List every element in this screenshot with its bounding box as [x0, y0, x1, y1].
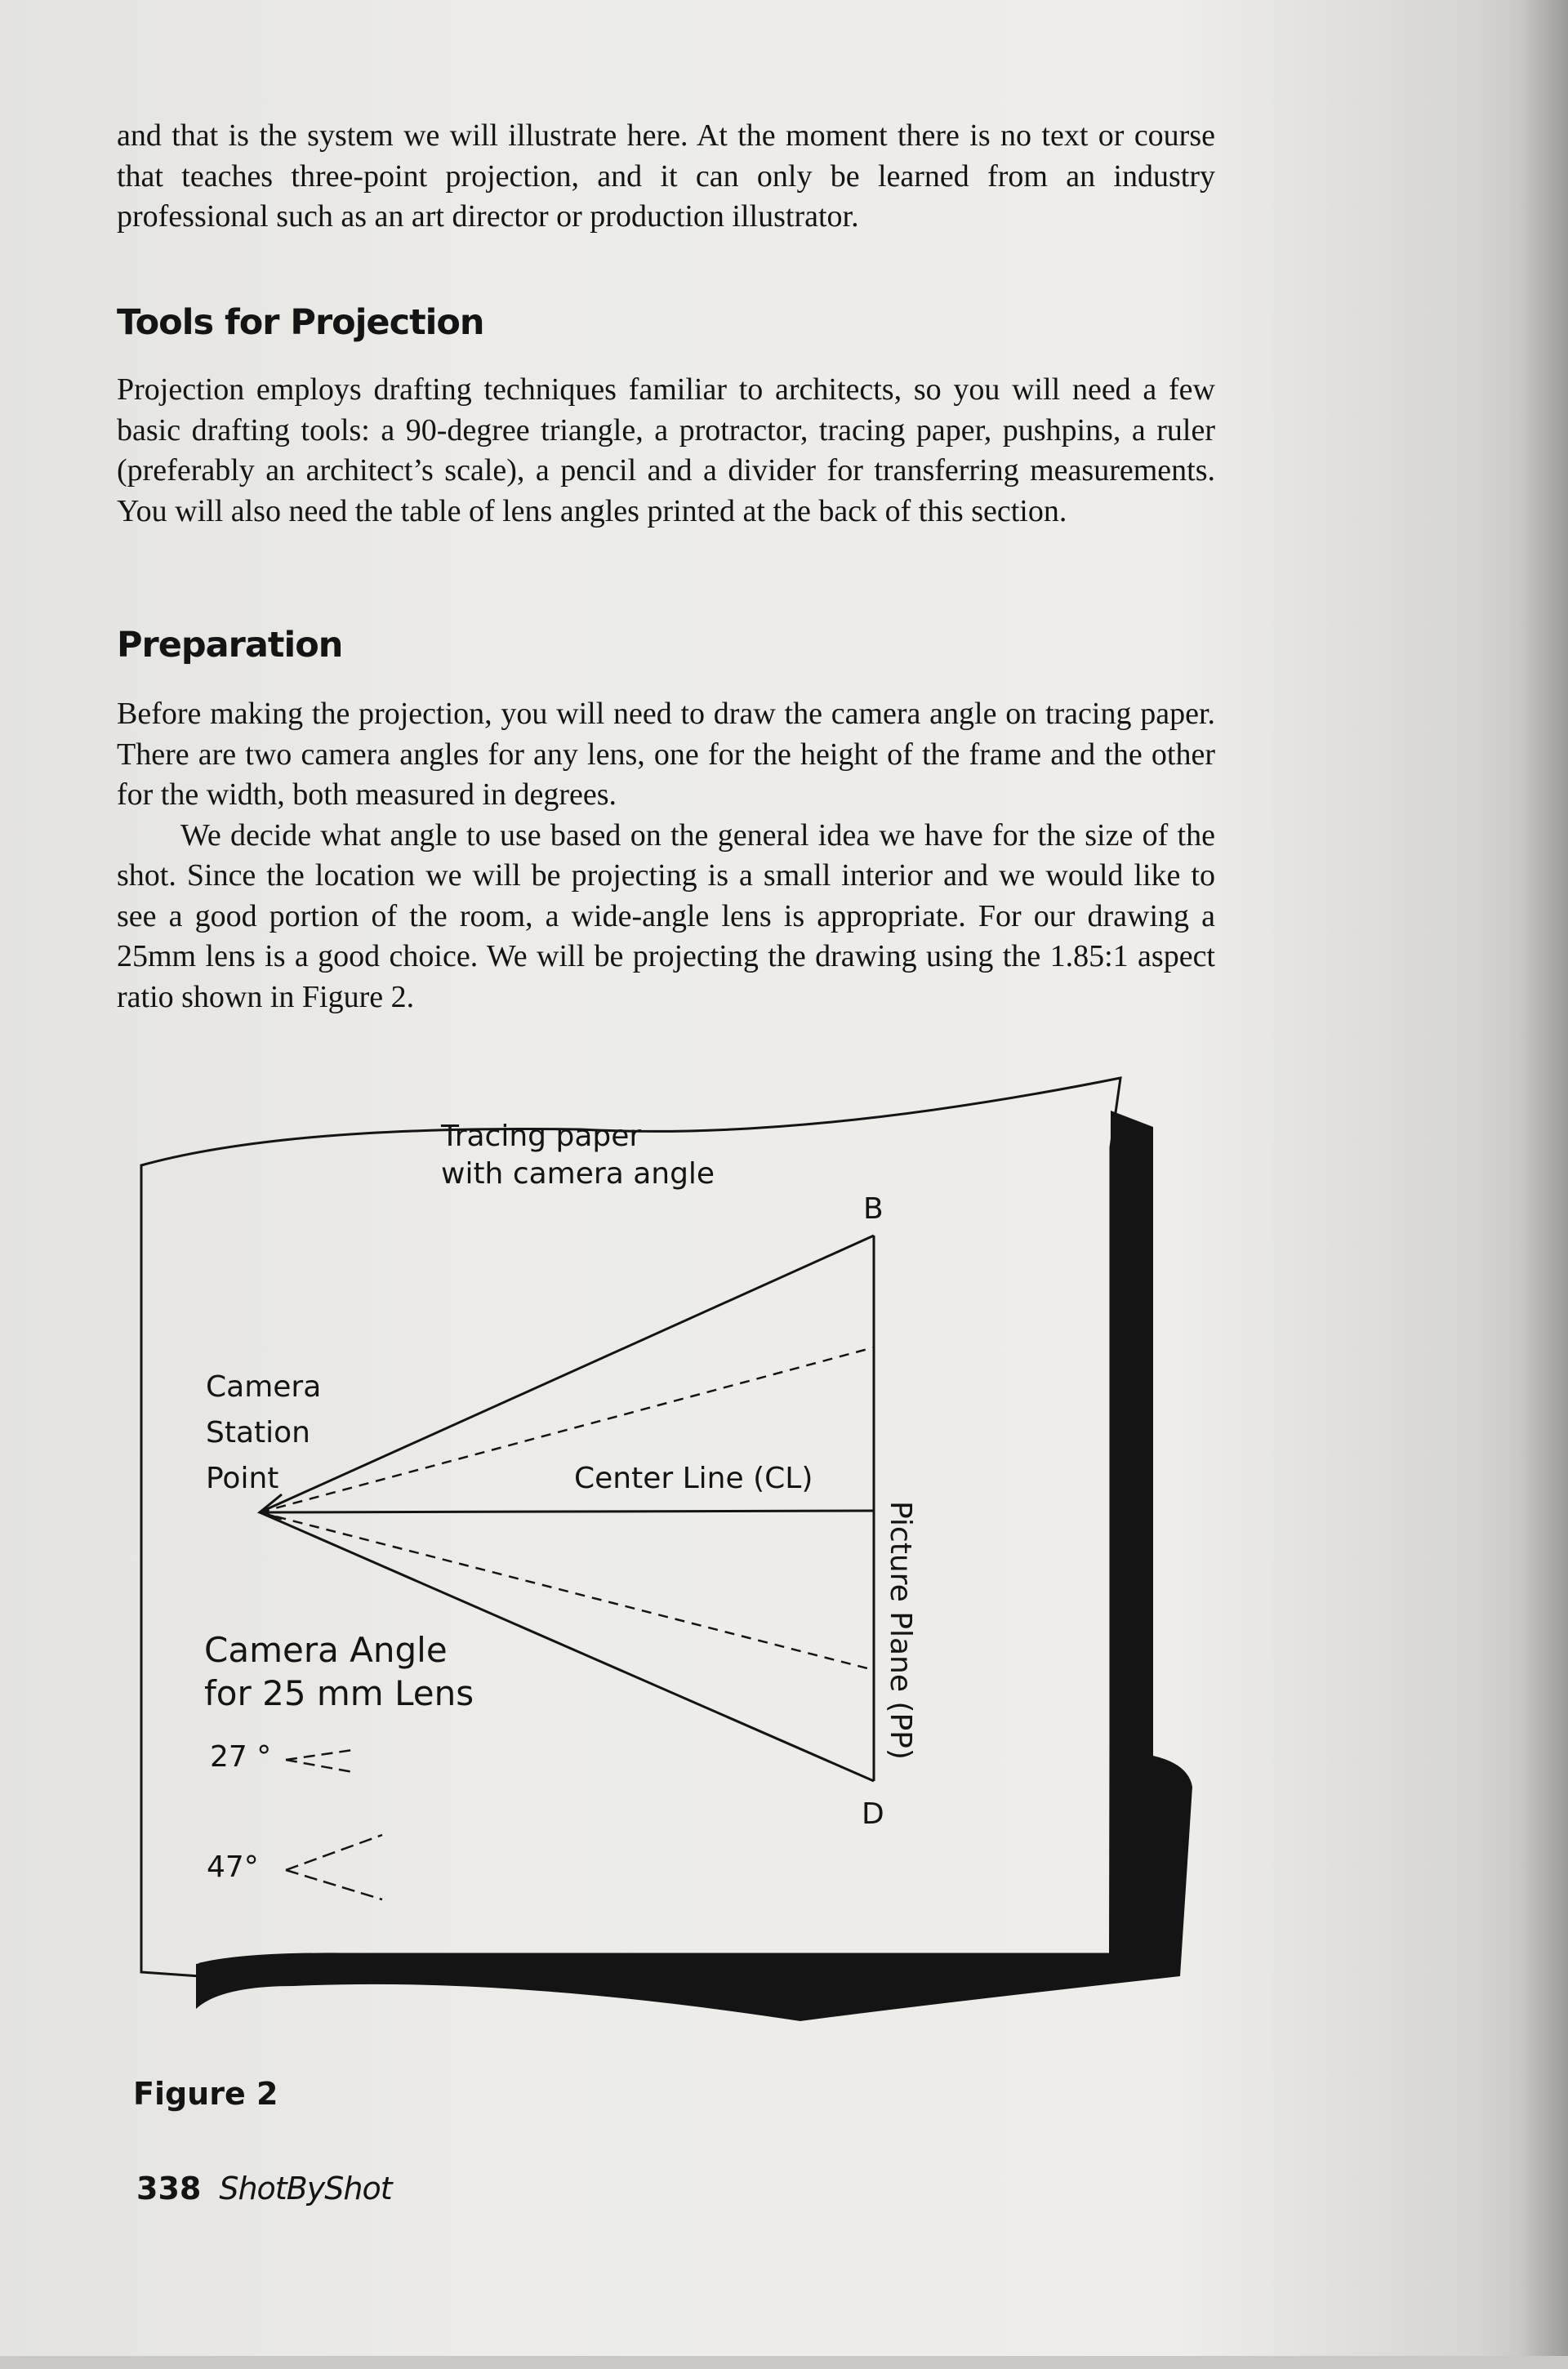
- angle-27-line-bottom: [286, 1760, 353, 1772]
- tools-paragraph: Projection employs drafting techniques familiar to architects, so you will need a few basic drafting tools: a 90-degree triangle, a protractor, tracing paper, pushpins, a ruler (preferably an architect’s scale), a pencil and a divider for transferring measurements. You will also need the table of lens angles printed at the back of this section.: [117, 372, 1215, 528]
- figure-caption: Figure 2: [133, 2076, 278, 2112]
- preparation-paragraph-1: Before making the projection, you will need to draw the camera angle on tracing paper. There are two camera angles for any lens, one for the height of the frame and the other for the width, both measured in degrees.: [117, 697, 1215, 812]
- center-line-label: Center Line (CL): [574, 1462, 813, 1495]
- heading-preparation: Preparation: [117, 625, 343, 666]
- tracing-paper-label: Tracing paper: [441, 1120, 642, 1153]
- angle-27-line-top: [286, 1750, 353, 1760]
- center-line: [260, 1511, 874, 1512]
- heading-tools-for-projection: Tools for Projection: [117, 302, 484, 343]
- book-title: ShotByShot: [219, 2171, 392, 2206]
- tracing-paper-outline: [141, 1078, 1120, 1976]
- label-b: B: [863, 1192, 884, 1226]
- angle-47-line-bottom: [286, 1870, 382, 1899]
- camera-angle-title-2: for 25 mm Lens: [204, 1673, 474, 1713]
- camera-station-label-2: Station: [206, 1416, 310, 1449]
- page-bottom-edge: [0, 2356, 1568, 2369]
- page-footer: [136, 2171, 392, 2206]
- picture-plane-label: Picture Plane (PP): [884, 1501, 917, 1760]
- camera-station-label-3: Point: [206, 1462, 279, 1495]
- angle-47-line-top: [286, 1835, 382, 1870]
- intro-paragraph: and that is the system we will illustrate here. At the moment there is no text or course that teaches three-point projection, and it can only be learned from an industry professional such as an art director or production illustrator.: [117, 118, 1215, 234]
- camera-angle-title: Camera Angle: [204, 1630, 448, 1670]
- angle-47-label: 47°: [207, 1850, 259, 1884]
- paper-shadow-band: [196, 1111, 1192, 2021]
- camera-station-label: Camera: [206, 1370, 322, 1404]
- page-number: 338: [136, 2171, 202, 2206]
- preparation-paragraph-2: We decide what angle to use based on the general idea we have for the size of the shot. Since the location we will be projecting is a small interior and we would like to see a good portion of the room, a wide-angle lens is appropriate. For our drawing a 25mm lens is a good choice. We will be projecting the drawing using the 1.85:1 aspect ratio shown in Figure 2.: [117, 817, 1215, 1014]
- label-d: D: [862, 1797, 884, 1831]
- angle-27-label: 27 °: [210, 1740, 272, 1774]
- tracing-paper-label-2: with camera angle: [441, 1157, 715, 1191]
